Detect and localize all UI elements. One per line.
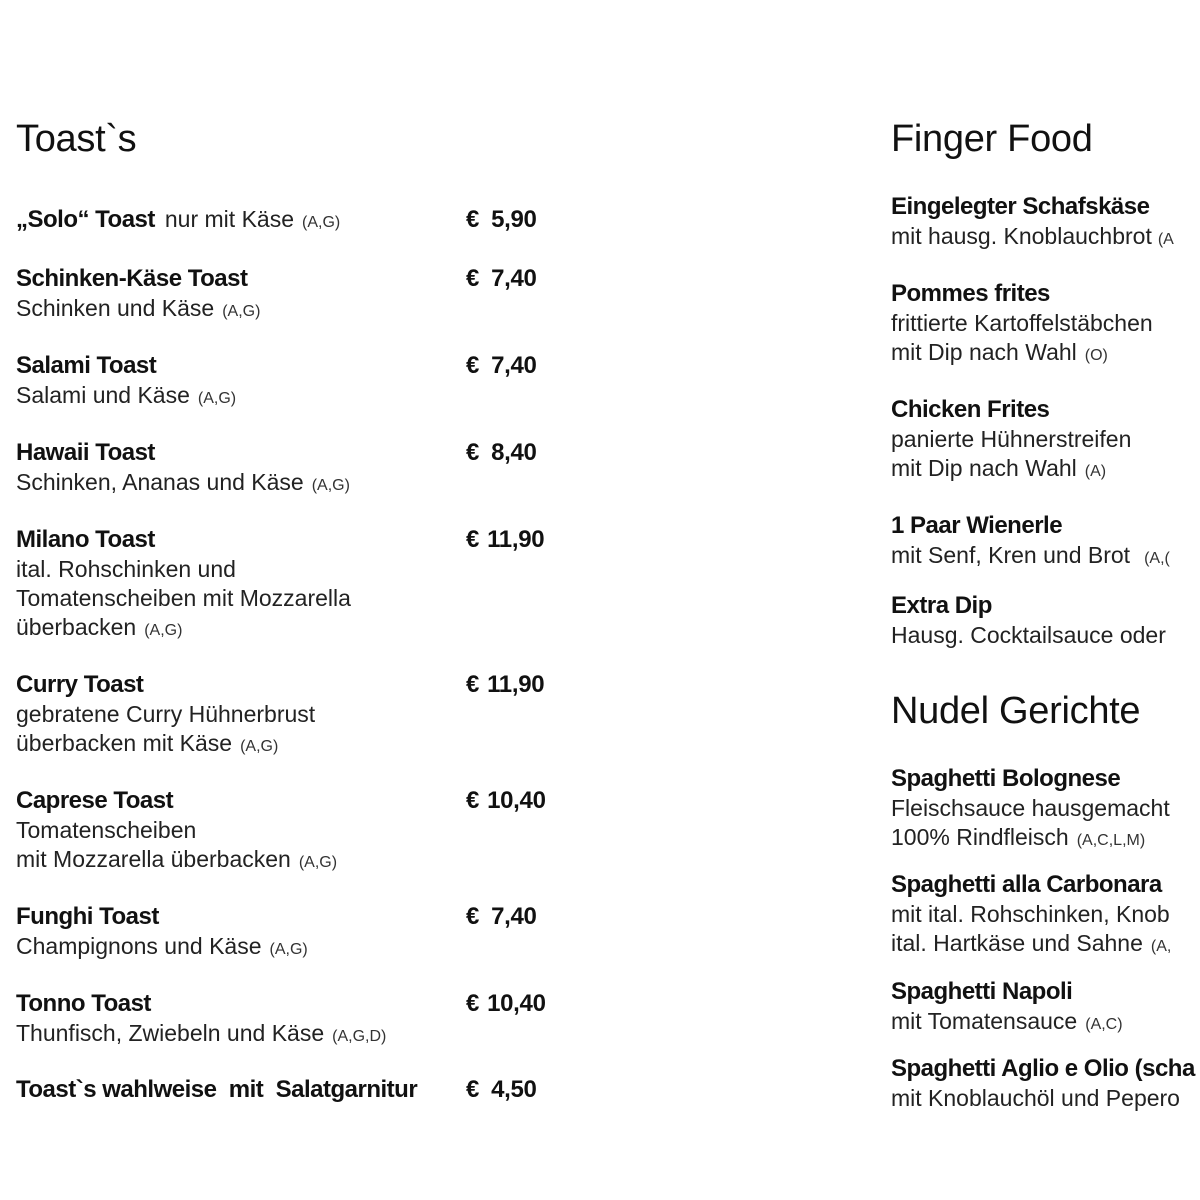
menu-item-spaghetti-bolognese — [891, 764, 1170, 855]
menu-item-spaghetti-aglio-olio — [891, 1054, 1195, 1113]
item-description-line: mit hausg. Knoblauchbrot (A — [891, 223, 1174, 249]
price — [466, 989, 546, 1019]
item-name: Pommes frites — [891, 280, 1050, 307]
item-description-line: Hausg. Cocktailsauce oder — [891, 622, 1166, 648]
price — [466, 264, 537, 294]
currency-symbol: € — [466, 903, 480, 930]
item-description-line: 100% Rindfleisch (A,C,L,M) — [891, 824, 1146, 850]
allergen-codes: (A,G) — [311, 477, 350, 494]
allergen-codes: (A,G,D) — [332, 1028, 387, 1045]
price-amount: 7,40 — [491, 265, 537, 292]
allergen-codes: (A — [1157, 231, 1174, 248]
currency-symbol: € — [466, 1076, 480, 1103]
item-name: Chicken Frites — [891, 396, 1050, 423]
item-name: Extra Dip — [891, 592, 992, 619]
item-name: Salami Toast — [16, 352, 157, 379]
item-name: Eingelegter Schafskäse — [891, 193, 1150, 220]
price-amount: 10,40 — [487, 990, 546, 1017]
currency-symbol: € — [466, 352, 480, 379]
item-description-line: mit Senf, Kren und Brot (A,( — [891, 542, 1170, 568]
item-name: Schinken-Käse Toast — [16, 265, 248, 292]
section-heading-finger-food: Finger Food — [891, 118, 1093, 160]
item-description-line: Schinken, Ananas und Käse (A,G) — [16, 469, 350, 495]
currency-symbol: € — [466, 526, 480, 553]
price-amount: 4,50 — [491, 1076, 537, 1103]
menu-item-pommes-frites — [891, 279, 1153, 370]
allergen-codes: (A,G) — [240, 738, 279, 755]
item-description-line: gebratene Curry Hühnerbrust — [16, 701, 316, 727]
item-description-line: mit Tomatensauce (A,C) — [891, 1008, 1123, 1034]
item-name: Funghi Toast — [16, 903, 159, 930]
allergen-codes: (O) — [1084, 347, 1108, 364]
allergen-codes: (A) — [1084, 463, 1107, 480]
allergen-codes: (A,C,L,M) — [1076, 832, 1146, 849]
item-description-line: frittierte Kartoffelstäbchen — [891, 310, 1153, 336]
item-description-line: Thunfisch, Zwiebeln und Käse (A,G,D) — [16, 1020, 387, 1046]
menu-item-curry-toast — [16, 670, 315, 761]
price-amount: 11,90 — [487, 671, 545, 698]
menu-item-extra-dip — [891, 591, 1166, 650]
price — [466, 525, 544, 555]
item-name: Toast`s wahlweise mit Salatgarnitur — [16, 1076, 418, 1103]
menu-item-tonno-toast — [16, 989, 386, 1051]
price — [466, 786, 546, 816]
section-heading-nudel-gerichte: Nudel Gerichte — [891, 690, 1141, 732]
menu-item-salami-toast — [16, 351, 236, 413]
item-name: „Solo“ Toast — [16, 206, 155, 233]
price-amount: 10,40 — [487, 787, 546, 814]
menu-item-wienerle — [891, 511, 1170, 573]
price — [466, 670, 544, 700]
item-description-line: Fleischsauce hausgemacht — [891, 795, 1170, 821]
menu-item-chicken-frites — [891, 395, 1131, 486]
currency-symbol: € — [466, 439, 480, 466]
item-description-line: mit Dip nach Wahl (O) — [891, 339, 1108, 365]
item-name: 1 Paar Wienerle — [891, 512, 1063, 539]
item-name: Spaghetti Napoli — [891, 978, 1073, 1005]
menu-item-funghi-toast — [16, 902, 308, 964]
item-name: Caprese Toast — [16, 787, 174, 814]
menu-item-schinken-kaese-toast — [16, 264, 260, 326]
item-description-line: Salami und Käse (A,G) — [16, 382, 237, 408]
item-description-line: überbacken mit Käse (A,G) — [16, 730, 279, 756]
allergen-codes: (A,G) — [269, 941, 308, 958]
item-name: Hawaii Toast — [16, 439, 155, 466]
item-description-line: mit ital. Rohschinken, Knob — [891, 901, 1170, 927]
item-description-line: panierte Hühnerstreifen — [891, 426, 1132, 452]
price-amount: 8,40 — [491, 439, 537, 466]
item-description-line: mit Mozzarella überbacken (A,G) — [16, 846, 338, 872]
price-amount: 7,40 — [491, 352, 537, 379]
item-description-line: mit Dip nach Wahl (A) — [891, 455, 1107, 481]
item-description-line: Schinken und Käse (A,G) — [16, 295, 261, 321]
menu-item-caprese-toast — [16, 786, 337, 877]
allergen-codes: (A,G) — [302, 214, 341, 231]
currency-symbol: € — [466, 671, 480, 698]
item-name: Tonno Toast — [16, 990, 151, 1017]
item-description-line: mit Knoblauchöl und Pepero — [891, 1085, 1180, 1111]
currency-symbol: € — [466, 265, 480, 292]
item-description-line: ital. Hartkäse und Sahne (A, — [891, 930, 1172, 956]
menu-item-salad-garnish — [16, 1075, 417, 1105]
price-amount: 7,40 — [491, 903, 537, 930]
allergen-codes: (A, — [1150, 938, 1172, 955]
price — [466, 351, 537, 381]
menu-item-schafskaese — [891, 192, 1174, 254]
menu-item-solo-toast — [16, 205, 340, 235]
item-description-line: Tomatenscheiben mit Mozzarella — [16, 585, 351, 611]
allergen-codes: (A,G) — [222, 303, 261, 320]
item-description-line: Champignons und Käse (A,G) — [16, 933, 308, 959]
allergen-codes: (A,C) — [1085, 1016, 1123, 1033]
item-inline-description: nur mit Käse — [164, 206, 294, 232]
price-amount: 11,90 — [487, 526, 545, 553]
item-description-line: ital. Rohschinken und — [16, 556, 236, 582]
price — [466, 902, 537, 932]
item-name: Curry Toast — [16, 671, 144, 698]
currency-symbol: € — [466, 787, 480, 814]
item-description-line: überbacken (A,G) — [16, 614, 183, 640]
currency-symbol: € — [466, 206, 480, 233]
currency-symbol: € — [466, 990, 480, 1017]
allergen-codes: (A,( — [1144, 550, 1170, 567]
price — [466, 1075, 537, 1105]
item-name: Spaghetti alla Carbonara — [891, 871, 1162, 898]
allergen-codes: (A,G) — [144, 622, 183, 639]
price-amount: 5,90 — [491, 206, 537, 233]
menu-item-spaghetti-napoli — [891, 977, 1123, 1039]
item-name: Spaghetti Bolognese — [891, 765, 1121, 792]
menu-item-milano-toast — [16, 525, 351, 645]
allergen-codes: (A,G) — [197, 390, 237, 407]
item-description-line: Tomatenscheiben — [16, 817, 197, 843]
menu-item-spaghetti-carbonara — [891, 870, 1171, 961]
price — [466, 438, 537, 468]
menu-item-hawaii-toast — [16, 438, 350, 500]
allergen-codes: (A,G) — [298, 854, 338, 871]
item-name: Spaghetti Aglio e Olio (scha — [891, 1055, 1195, 1082]
price — [466, 205, 537, 235]
item-name: Milano Toast — [16, 526, 155, 553]
section-heading-toasts: Toast`s — [16, 118, 137, 160]
